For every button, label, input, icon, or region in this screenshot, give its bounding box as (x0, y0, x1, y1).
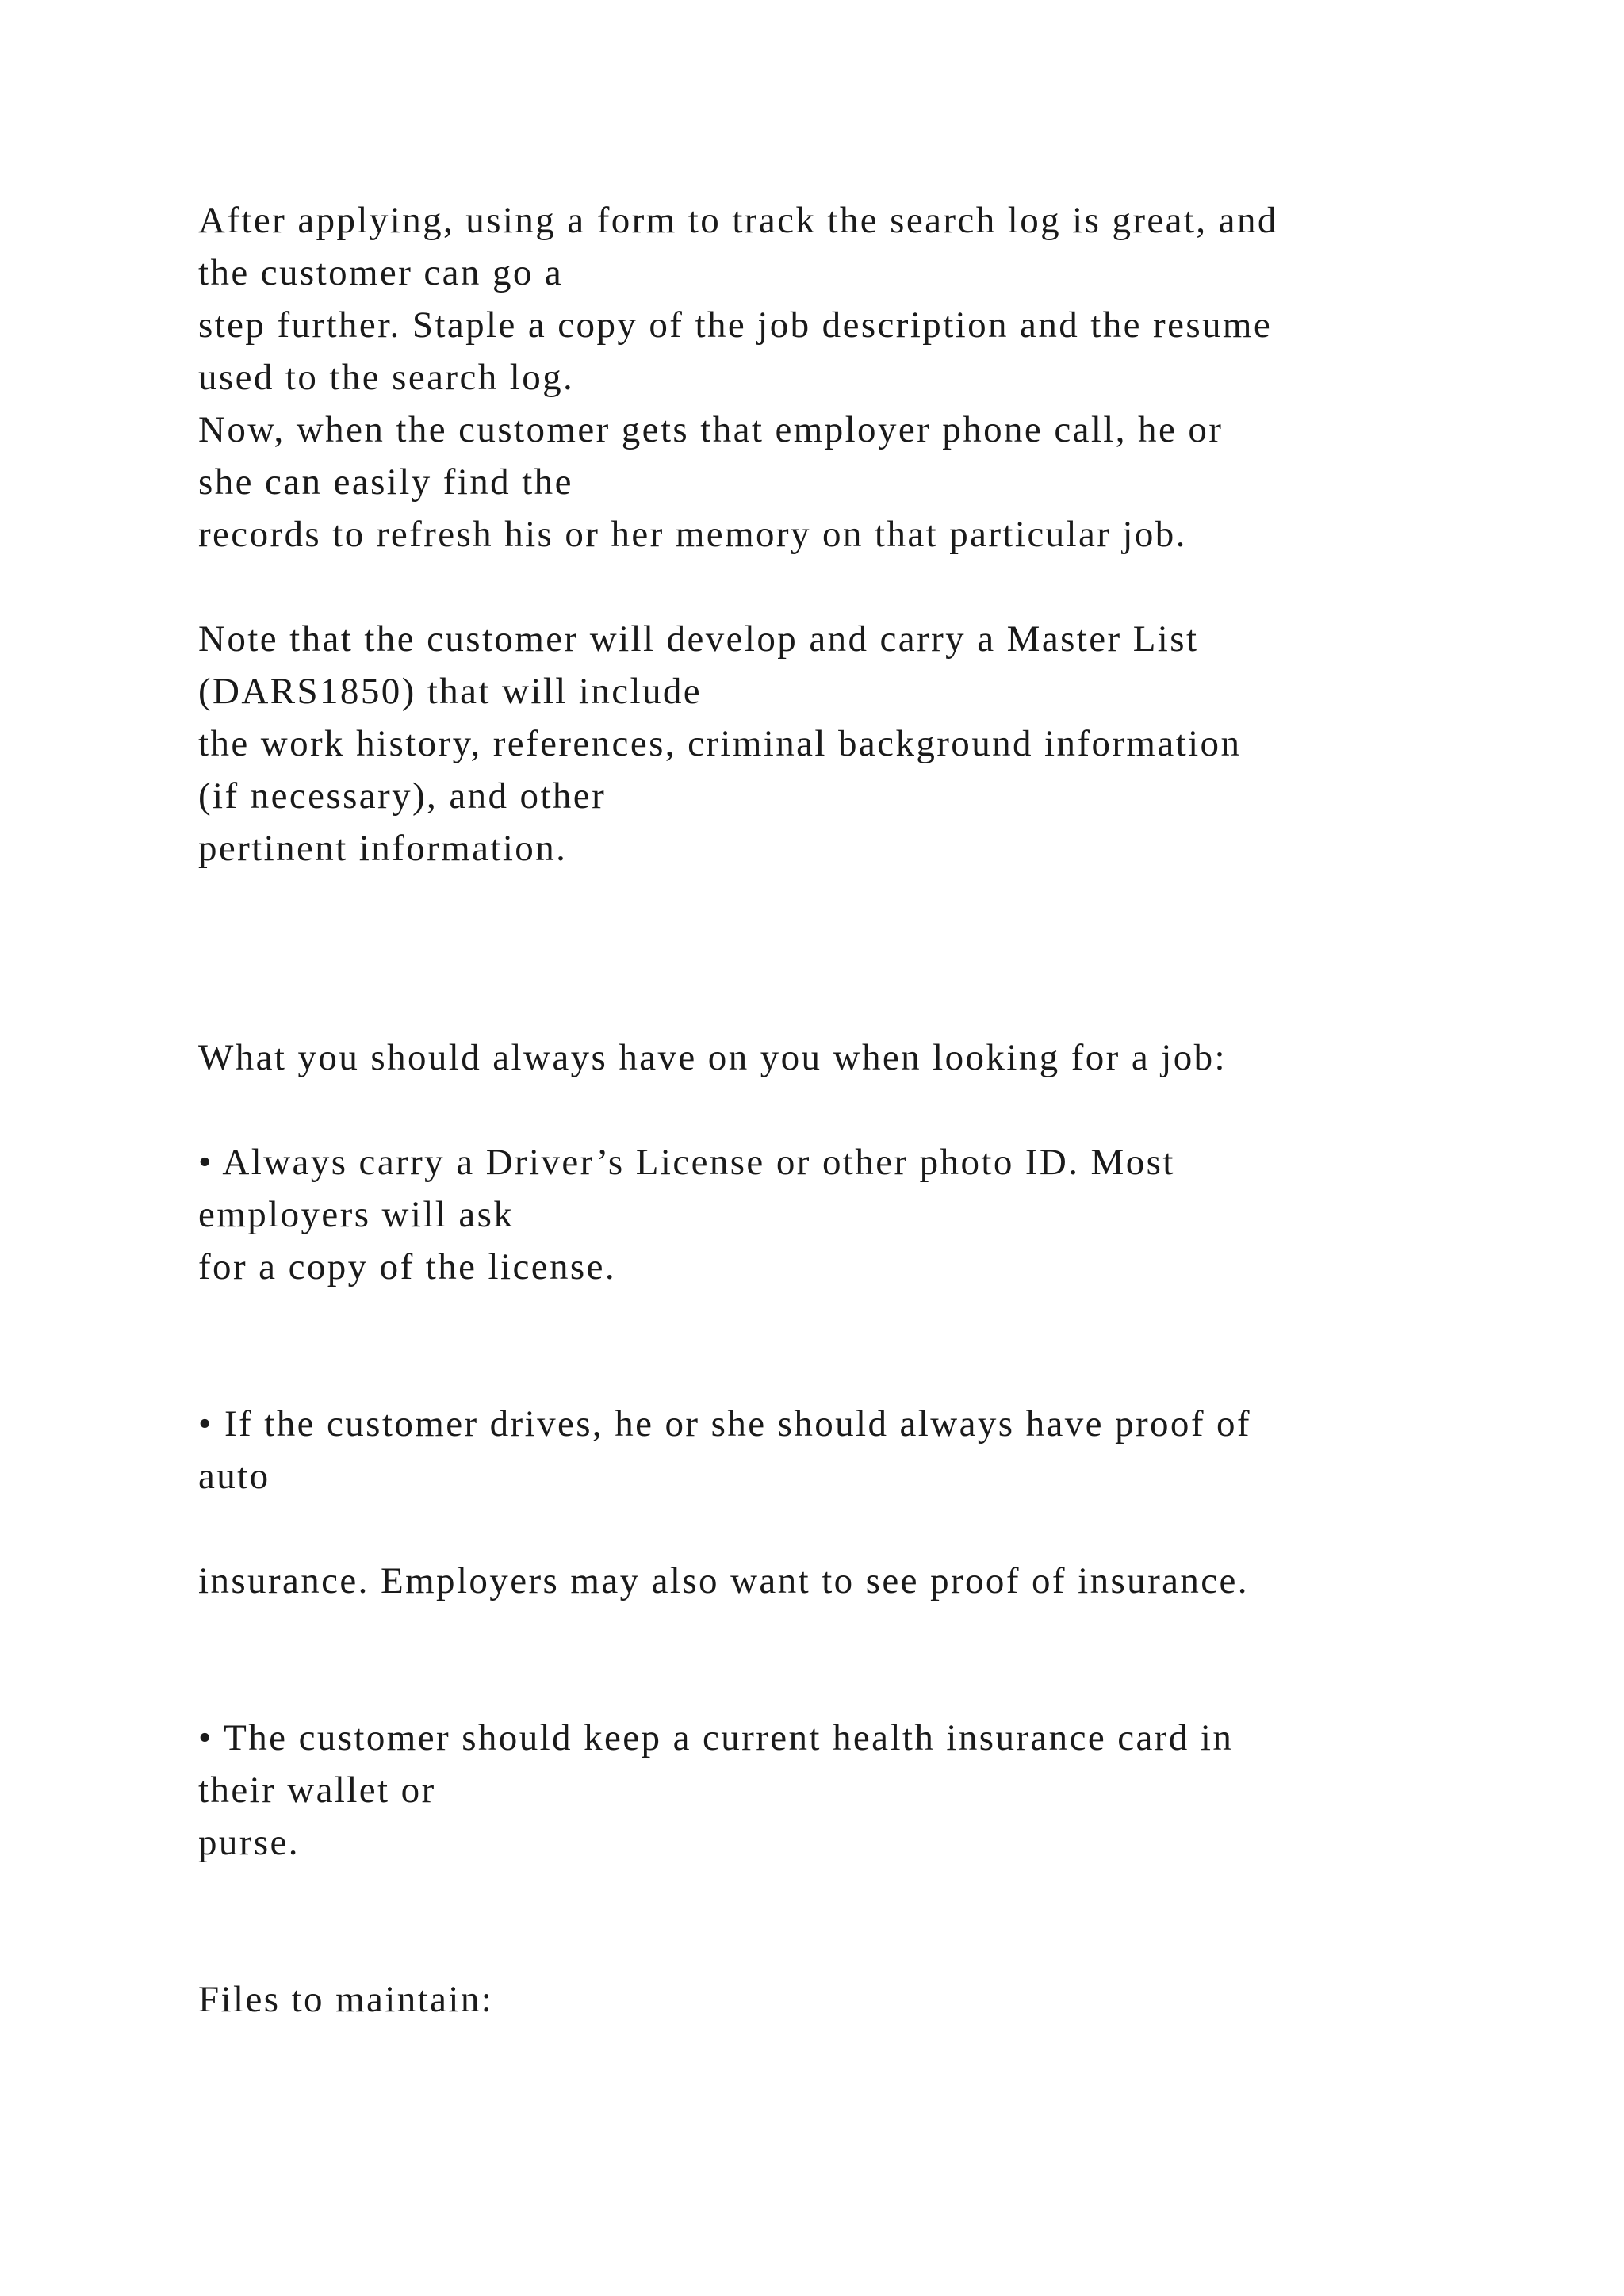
text-line: records to refresh his or her memory on that particular job. (198, 514, 1187, 555)
text-line: she can easily find the (198, 461, 573, 503)
text-line: the customer can go a (198, 252, 564, 293)
text-line: the work history, references, criminal background information (198, 723, 1242, 764)
text-line: purse. (198, 1822, 300, 1863)
bullet-item: • If the customer drives, he or she should always have proof of (198, 1403, 1251, 1445)
text-line: their wallet or (198, 1770, 436, 1811)
text-line: (if necessary), and other (198, 775, 607, 817)
text-line: for a copy of the license. (198, 1246, 616, 1288)
text-line: auto (198, 1456, 270, 1497)
text-line: step further. Staple a copy of the job description and the resume (198, 304, 1273, 346)
text-line: pertinent information. (198, 828, 568, 869)
section-heading: What you should always have on you when looking for a job: (198, 1037, 1228, 1078)
text-line: insurance. Employers may also want to see proof of insurance. (198, 1560, 1249, 1601)
text-line: employers will ask (198, 1194, 515, 1235)
text-line: (DARS1850) that will include (198, 671, 703, 712)
text-line: Now, when the customer gets that employer phone call, he or (198, 409, 1224, 450)
section-heading: Files to maintain: (198, 1979, 494, 2020)
text-line: After applying, using a form to track the search log is great, and (198, 200, 1278, 241)
text-line: Note that the customer will develop and carry a Master List (198, 618, 1199, 660)
text-line: used to the search log. (198, 357, 575, 398)
bullet-item: • Always carry a Driver’s License or other photo ID. Most (198, 1142, 1175, 1183)
bullet-item: • The customer should keep a current health insurance card in (198, 1717, 1234, 1758)
